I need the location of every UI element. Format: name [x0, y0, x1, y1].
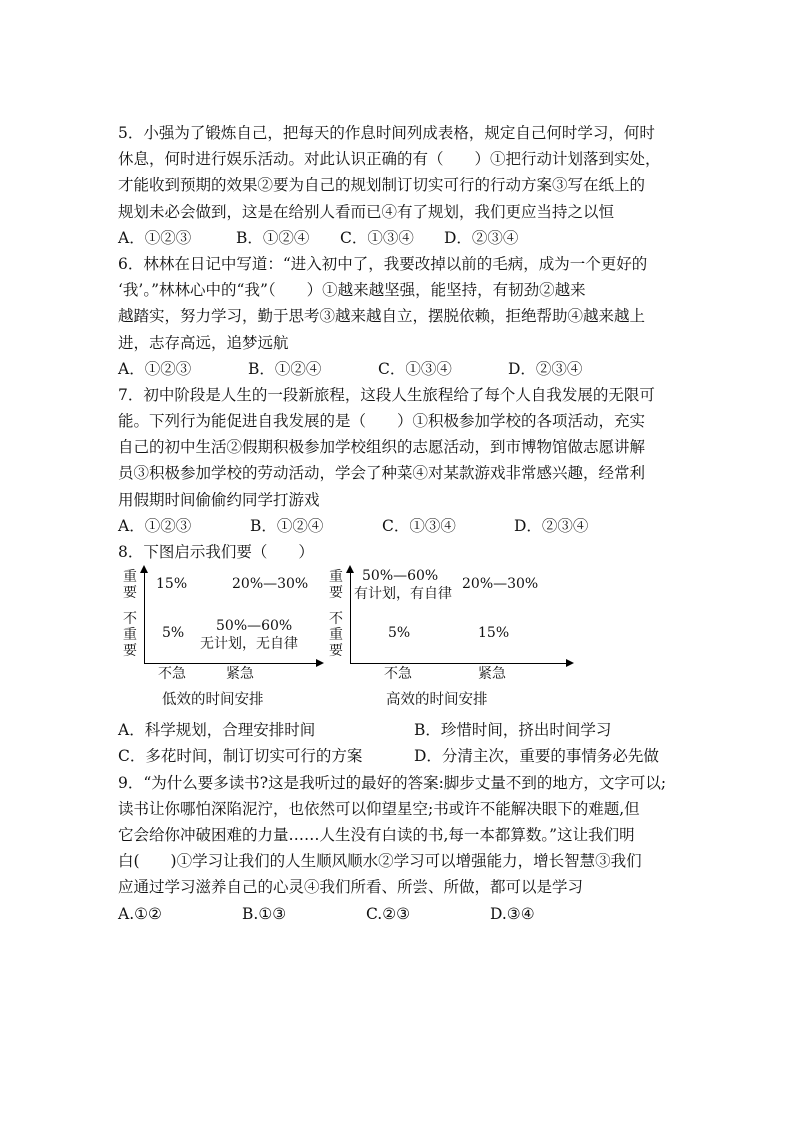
question-5-stem-line: 休息，何时进行娱乐活动。对此认识正确的有（ ）①把行动计划落到实处， — [118, 150, 661, 169]
option-b[interactable]: B．①②④ — [236, 228, 310, 247]
cell-bottom-left: 5% — [162, 625, 185, 642]
high-efficiency-diagram — [324, 565, 574, 717]
question-5 — [118, 120, 678, 251]
option-d[interactable]: D．分清主次，重要的事情务必先做 — [414, 747, 659, 766]
question-6-stem-line: 越踏实，努力学习，勤于思考③越来越自立，摆脱依赖，拒绝帮助④越来越上 — [118, 307, 646, 326]
option-a[interactable]: A．①②③ — [118, 228, 192, 247]
option-b[interactable]: B.①③ — [242, 904, 287, 923]
x-axis-arrow — [566, 659, 574, 667]
option-b[interactable]: B．珍惜时间，挤出时间学习 — [414, 721, 612, 740]
question-7 — [118, 382, 678, 539]
y-label-important: 重 要 — [123, 569, 137, 602]
question-6-stem-line: ‘我’。”林林心中的“我”（ ）①越来越坚强，能坚持，有韧劲②越来 — [118, 281, 586, 300]
cell-top-left: 15% — [156, 576, 188, 593]
option-a[interactable]: A．①②③ — [118, 359, 192, 378]
time-management-diagrams — [118, 565, 678, 717]
low-efficiency-diagram — [118, 565, 318, 717]
x-label-not-urgent: 不急 — [384, 666, 412, 683]
x-label-urgent: 紧急 — [478, 666, 506, 683]
question-5-stem-line: 才能收到预期的效果②要为自己的规划制订切实可行的行动方案③写在纸上的 — [118, 176, 646, 195]
option-c[interactable]: C．多花时间，制订切实可行的方案 — [118, 747, 363, 766]
option-c[interactable]: C．①③④ — [382, 516, 456, 535]
cell-bottom-right-percent: 50%—60% — [216, 618, 293, 635]
question-6 — [118, 251, 678, 382]
question-6-stem-line: 进，志存高远，追梦远航 — [118, 333, 289, 352]
option-b[interactable]: B．①②④ — [248, 359, 322, 378]
question-9-options — [118, 901, 678, 927]
y-axis — [350, 571, 351, 663]
x-label-urgent: 紧急 — [226, 666, 254, 683]
question-8 — [118, 539, 678, 770]
y-label-not-important: 不 重 要 — [329, 611, 343, 660]
question-9-stem-line: 白( )①学习让我们的人生顺风顺水②学习可以增强能力，增长智慧③我们 — [118, 852, 642, 871]
cell-top-left-note: 有计划，有自律 — [354, 586, 452, 603]
question-5-stem-line: 规划未必会做到，这是在给别人看而已④有了规划，我们更应当持之以恒 — [118, 202, 615, 221]
x-label-not-urgent: 不急 — [158, 666, 186, 683]
cell-top-left-percent: 50%—60% — [362, 568, 439, 585]
option-d[interactable]: D.③④ — [490, 904, 535, 923]
question-sheet — [118, 120, 678, 927]
y-axis — [144, 571, 145, 663]
y-label-not-important: 不 重 要 — [123, 611, 137, 660]
cell-bottom-right-note: 无计划，无自律 — [200, 636, 298, 653]
question-6-stem-line: 6．林林在日记中写道：“进入初中了，我要改掉以前的毛病，成为一个更好的 — [118, 254, 648, 273]
option-a[interactable]: A.①② — [118, 904, 162, 923]
question-5-stem-line: 5．小强为了锻炼自己，把每天的作息时间列成表格，规定自己何时学习，何时 — [118, 124, 655, 142]
cell-bottom-left: 5% — [388, 625, 411, 642]
question-9 — [118, 770, 678, 927]
option-c[interactable]: C.②③ — [366, 904, 411, 923]
option-c[interactable]: C．①③④ — [340, 228, 414, 247]
x-axis — [144, 663, 318, 664]
diagram-caption: 高效的时间安排 — [386, 692, 488, 709]
option-d[interactable]: D．②③④ — [508, 359, 583, 378]
question-7-stem-line: 员③积极参加学校的劳动活动，学会了种菜④对某款游戏非常感兴趣，经常利 — [118, 464, 646, 483]
cell-bottom-right: 15% — [478, 625, 510, 642]
option-b[interactable]: B．①②④ — [250, 516, 324, 535]
question-7-stem-line: 自己的初中生活②假期积极参加学校组织的志愿活动，到市博物馆做志愿讲解 — [118, 438, 646, 457]
question-5-options — [118, 225, 678, 251]
question-6-options — [118, 356, 678, 382]
option-d[interactable]: D．②③④ — [514, 516, 589, 535]
question-7-stem-line: 7．初中阶段是人生的一段新旅程，这段人生旅程给了每个人自我发展的无限可 — [118, 385, 655, 404]
x-axis-arrow — [316, 659, 324, 667]
question-7-stem-line: 用假期时间偷偷约同学打游戏 — [118, 490, 320, 509]
option-a[interactable]: A．科学规划，合理安排时间 — [118, 721, 316, 740]
y-label-important: 重 要 — [329, 569, 343, 602]
question-7-options — [118, 513, 678, 539]
question-9-stem-line: 读书让你哪怕深陷泥泞，也依然可以仰望星空;书或许不能解决眼下的难题,但 — [118, 799, 640, 818]
cell-top-right: 20%—30% — [232, 576, 309, 593]
x-axis — [350, 663, 568, 664]
question-9-stem-line: 它会给你冲破困难的力量……人生没有白读的书,每一本都算数。”这让我们明 — [118, 825, 635, 844]
y-axis-arrow — [140, 565, 148, 573]
cell-top-right: 20%—30% — [462, 576, 539, 593]
diagram-caption: 低效的时间安排 — [162, 692, 264, 709]
option-d[interactable]: D．②③④ — [444, 228, 519, 247]
question-8-stem: 8．下图启示我们要（ ） — [118, 543, 314, 561]
question-9-stem-line: 应通过学习滋养自己的心灵④我们所看、所尝、所做，都可以是学习 — [118, 878, 584, 897]
y-axis-arrow — [346, 565, 354, 573]
question-7-stem-line: 能。下列行为能促进自我发展的是（ ）①积极参加学校的各项活动，充实 — [118, 412, 646, 431]
option-c[interactable]: C．①③④ — [378, 359, 452, 378]
question-9-stem-line: 9．“为什么要多读书?这是我听过的最好的答案:脚步丈量不到的地方，文字可以; — [118, 773, 667, 792]
question-8-options — [118, 717, 678, 769]
option-a[interactable]: A．①②③ — [118, 516, 192, 535]
